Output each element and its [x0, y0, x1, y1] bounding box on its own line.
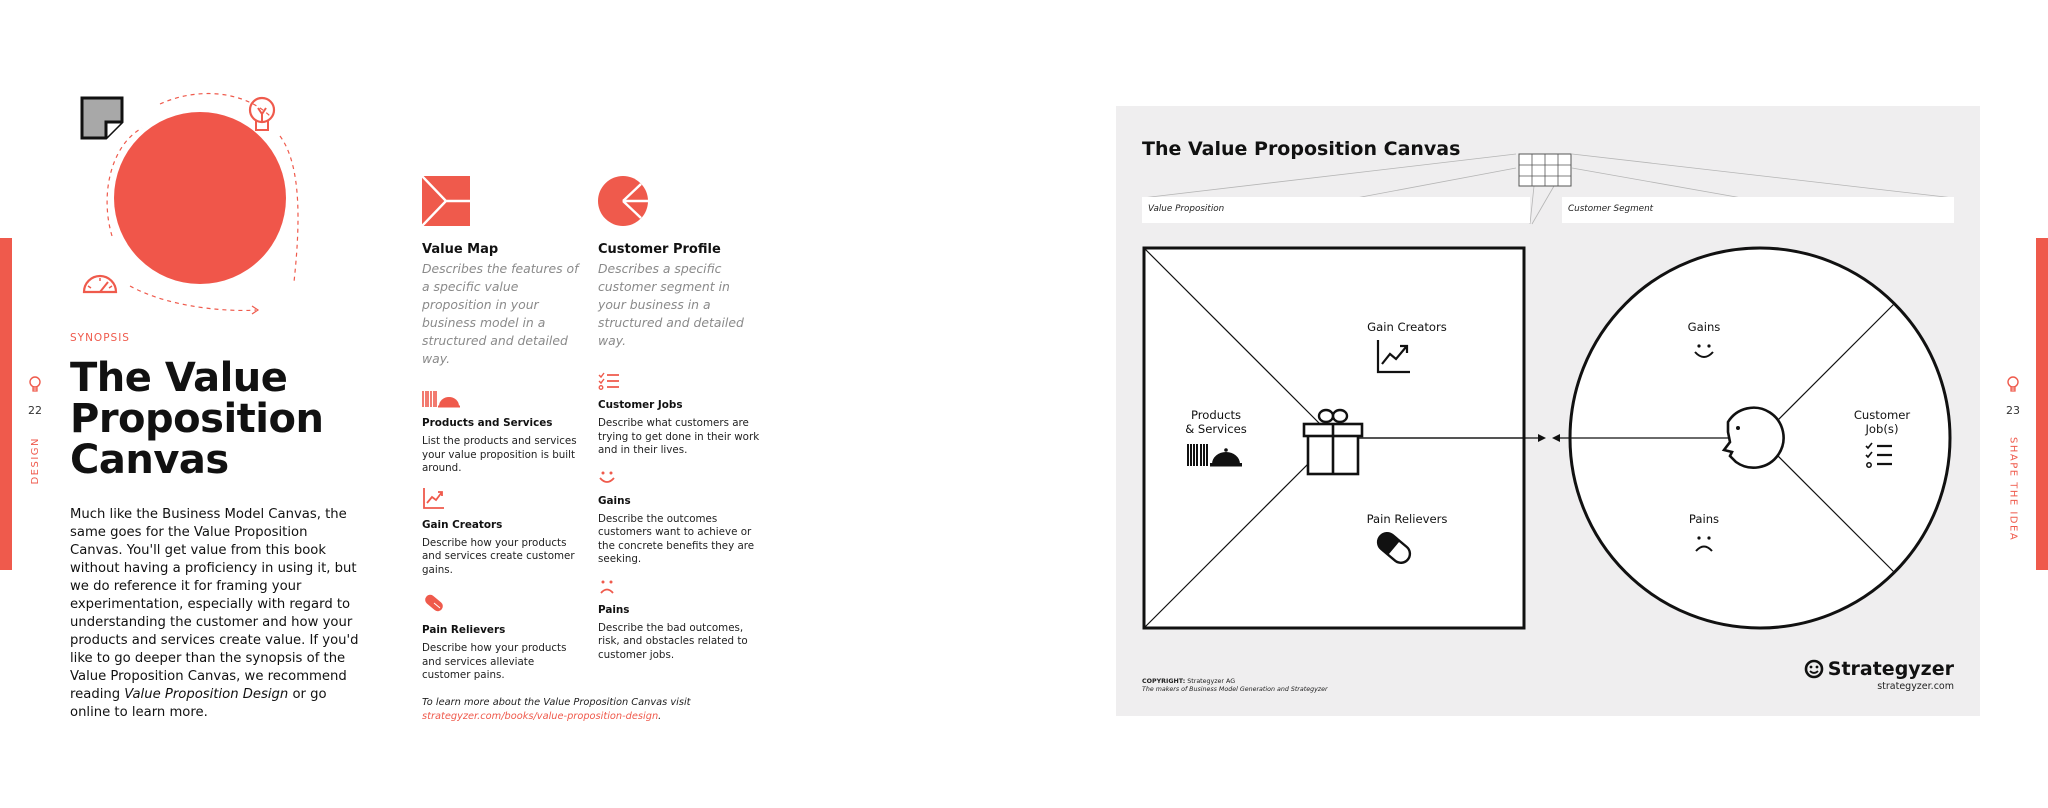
pains-label: Pains [1688, 512, 1720, 526]
body-text-part: or go online to learn more. [70, 687, 327, 720]
page-number: 22 [28, 404, 42, 417]
item-description: List the products and services your value proposition is built around. [422, 435, 577, 474]
customer-profile-title: Customer Profile [598, 242, 721, 257]
value-map-title: Value Map [422, 242, 499, 257]
item-title: Products and Services [422, 417, 553, 429]
item-title: Pains [598, 603, 630, 616]
value-map-item-pain-relievers [422, 591, 584, 683]
gains-label: Gains [1687, 320, 1721, 334]
footnote-suffix: . [658, 711, 662, 722]
title-line: Proposition [70, 396, 324, 442]
left-side-meta [15, 376, 55, 485]
frown-icon [598, 579, 616, 595]
value-proposition-label: Value Proposition [1142, 197, 1530, 223]
right-edge-bar [2036, 238, 2048, 570]
copyright [1142, 678, 1328, 694]
checklist-icon [598, 372, 620, 390]
item-title: Pain Relievers [422, 624, 506, 636]
pain-relievers-label: Pain Relievers [1366, 512, 1448, 526]
pill-icon [422, 591, 446, 615]
body-text-part: Much like the Business Model Canvas, the same goes for the Value Proposition Canvas. You'll get value from this book without having a proficiency in using it, but we do reference it for framing your experimentation, especially with regard to understanding the customer and how your products and services create value. If you'd like to go deeper than the synopsis of the Value Proposition Canvas, we recommend reading [70, 507, 359, 702]
item-description: Describe the outcomes customers want to achieve or the concrete benefits they are seeking. [598, 512, 755, 565]
customer-segment-label: Customer Segment [1562, 197, 1954, 223]
section-tab: SHAPE THE IDEA [2007, 437, 2019, 542]
value-map-square-icon [422, 176, 470, 226]
value-map-item-products [422, 390, 584, 476]
bulb-icon [2006, 376, 2020, 394]
item-title: Gains [598, 494, 631, 507]
copyright-holder: Strategyzer AG [1187, 678, 1236, 685]
left-edge-bar [0, 238, 12, 570]
item-title: Gain Creators [422, 518, 503, 531]
lightbulb-icon [250, 98, 274, 130]
canvas-panel [1116, 106, 1980, 716]
value-map-column [422, 176, 584, 683]
label-line: Products [1190, 408, 1242, 422]
strategyzer-logo-icon [1804, 659, 1824, 679]
copyright-tagline: The makers of Business Model Generation and Strategyzer [1142, 686, 1328, 693]
checklist-icon [1866, 443, 1892, 467]
brand-url[interactable]: strategyzer.com [1877, 681, 1954, 692]
customer-profile-description: Describes a specific customer segment in your business in a structured and detailed way. [598, 261, 744, 348]
label-line: Job(s) [1865, 422, 1899, 436]
customer-profile-column [598, 176, 760, 662]
item-description: Describe how your products and services alleviate customer pains. [422, 642, 567, 681]
barcode-cloche-icon [422, 390, 460, 408]
item-title: Customer Jobs [598, 399, 683, 411]
section-tab: DESIGN [29, 437, 41, 485]
title-line: The Value [70, 355, 288, 401]
red-circle [114, 112, 286, 284]
sticky-note-icon [82, 98, 122, 138]
page-number: 23 [2006, 404, 2020, 417]
bulb-icon [28, 376, 42, 394]
customer-profile-circle-icon [598, 176, 648, 226]
item-description: Describe how your products and services create customer gains. [422, 536, 575, 576]
book-title: Value Proposition Design [124, 687, 289, 702]
customer-profile-item-gains [598, 470, 760, 567]
item-description: Describe what customers are trying to get done in their work and in their lives. [598, 417, 760, 456]
right-side-meta [1993, 376, 2033, 541]
products-services-label [1166, 408, 1266, 436]
page-title [70, 355, 370, 483]
customer-profile-item-pains [598, 579, 760, 663]
title-line: Canvas [70, 437, 229, 483]
brand-name: Strategyzer [1827, 658, 1954, 680]
footnote-link[interactable]: strategyzer.com/books/value-proposition-design [422, 711, 659, 722]
synopsis-label: SYNOPSIS [70, 332, 130, 344]
gain-creators-label: Gain Creators [1367, 320, 1447, 334]
gauge-icon [84, 276, 116, 292]
customer-face-icon [1724, 408, 1784, 468]
footnote-text: To learn more about the Value Proposition Canvas visit [422, 697, 691, 708]
customer-jobs-label [1832, 408, 1932, 436]
body-paragraph [70, 506, 360, 722]
value-map-item-gain-creators [422, 486, 584, 578]
smile-icon [598, 470, 616, 486]
canvas-title: The Value Proposition Canvas [1142, 138, 1461, 160]
rising-chart-icon [422, 486, 446, 510]
label-line: & Services [1185, 422, 1247, 436]
hero-illustration [70, 86, 310, 322]
copyright-label: COPYRIGHT: [1142, 678, 1186, 685]
value-map-description: Describes the features of a specific value proposition in your business model in a structured and detailed way. [422, 261, 579, 366]
footnote [422, 696, 691, 724]
label-line: Customer [1853, 408, 1911, 422]
strategyzer-logo [1804, 658, 1954, 680]
customer-profile-item-jobs [598, 372, 760, 458]
item-description: Describe the bad outcomes, risk, and obstacles related to customer jobs. [598, 621, 748, 661]
